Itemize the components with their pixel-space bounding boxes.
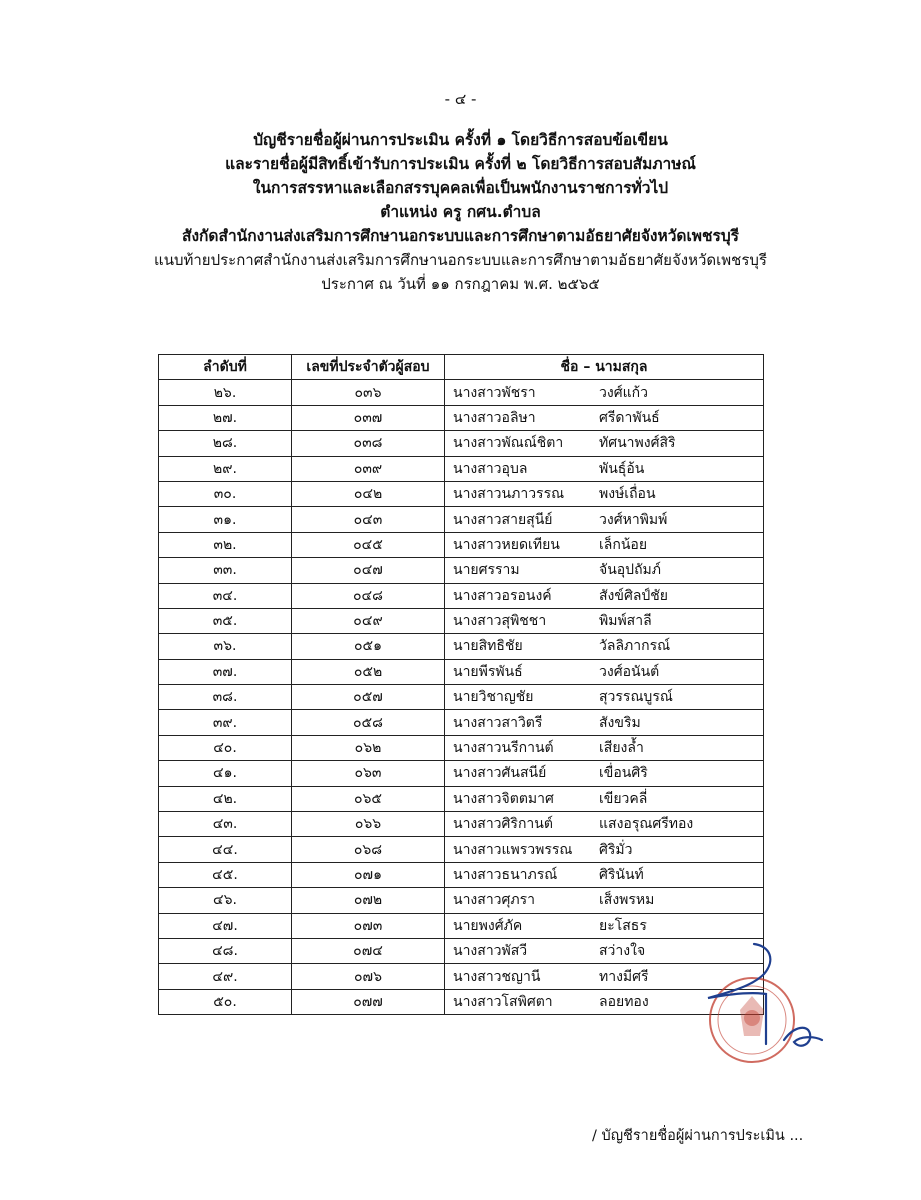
row-last-name: ทัศนาพงศ์สิริ <box>599 435 676 452</box>
header-exam-id: เลขที่ประจำตัวผู้สอบ <box>292 355 445 380</box>
row-last-name: สังขริม <box>599 714 641 731</box>
row-exam-id: ๐๔๕ <box>292 532 445 557</box>
row-exam-id: ๐๔๗ <box>292 558 445 583</box>
table-header-row <box>159 355 764 380</box>
document-header <box>0 128 921 296</box>
row-exam-id: ๐๓๗ <box>292 405 445 430</box>
row-order: ๓๒. <box>159 532 292 557</box>
row-first-name: นางสาวหยดเทียน <box>453 536 560 553</box>
row-exam-id: ๐๔๒ <box>292 481 445 506</box>
row-exam-id: ๐๓๖ <box>292 380 445 405</box>
continuation-note: / บัญชีรายชื่อผู้ผ่านการประเมิน ... <box>592 1128 804 1144</box>
row-exam-id: ๐๖๕ <box>292 786 445 811</box>
row-last-name: เขื่อนศิริ <box>599 765 648 782</box>
header-order: ลำดับที่ <box>159 355 292 380</box>
row-first-name: นางสาวพัชรา <box>453 384 536 401</box>
row-last-name: สุวรรณบูรณ์ <box>599 689 673 706</box>
table-row <box>159 583 764 608</box>
row-exam-id: ๐๓๘ <box>292 431 445 456</box>
row-order: ๔๐. <box>159 735 292 760</box>
row-full-name <box>445 761 764 786</box>
row-full-name <box>445 405 764 430</box>
row-exam-id: ๐๕๒ <box>292 659 445 684</box>
row-first-name: นางสาวโสพิศตา <box>453 993 553 1010</box>
row-exam-id: ๐๕๗ <box>292 685 445 710</box>
row-first-name: นางสาวอรอนงค์ <box>453 587 552 604</box>
header-position-line: ตำแหน่ง ครู กศน.ตำบล <box>380 203 541 221</box>
table-row <box>159 608 764 633</box>
table-row <box>159 481 764 506</box>
row-exam-id: ๐๗๒ <box>292 888 445 913</box>
row-first-name: นางสาวธนาภรณ์ <box>453 867 558 883</box>
row-first-name: นายสิทธิชัย <box>453 638 523 655</box>
row-first-name: นางสาวนรีกานต์ <box>453 740 554 757</box>
row-order: ๒๙. <box>159 456 292 481</box>
row-full-name <box>445 558 764 583</box>
row-first-name: นายพงศ์ภัค <box>453 917 523 934</box>
row-order: ๒๘. <box>159 431 292 456</box>
row-last-name: ยะโสธร <box>599 917 647 934</box>
header-title-line-2: และรายชื่อผู้มีสิทธิ์เข้ารับการประเมิน ครั้งที่ ๒ โดยวิธีการสอบสัมภาษณ์ <box>225 155 696 173</box>
header-date-line: ประกาศ ณ วันที่ ๑๑ กรกฎาคม พ.ศ. ๒๕๖๕ <box>321 275 600 293</box>
row-exam-id: ๐๔๘ <box>292 583 445 608</box>
row-order: ๓๔. <box>159 583 292 608</box>
row-full-name <box>445 786 764 811</box>
row-order: ๔๑. <box>159 761 292 786</box>
row-full-name <box>445 862 764 887</box>
row-first-name: นางสาวสายสุนีย์ <box>453 511 553 528</box>
row-order: ๓๐. <box>159 481 292 506</box>
header-title-line-1: บัญชีรายชื่อผู้ผ่านการประเมิน ครั้งที่ ๑ โดยวิธีการสอบข้อเขียน <box>253 131 668 149</box>
row-order: ๓๑. <box>159 507 292 532</box>
table-row <box>159 862 764 887</box>
table-row <box>159 837 764 862</box>
table-row <box>159 735 764 760</box>
table-row <box>159 456 764 481</box>
header-annex-line: แนบท้ายประกาศสำนักงานส่งเสริมการศึกษานอกระบบและการศึกษาตามอัธยาศัยจังหวัดเพชรบุรี <box>154 251 767 269</box>
page-number: - ๔ - <box>444 90 477 108</box>
signature-icon <box>708 944 822 1046</box>
table-row <box>159 938 764 963</box>
row-last-name: ลอยทอง <box>599 993 649 1010</box>
row-full-name <box>445 507 764 532</box>
row-first-name: นายพีรพันธ์ <box>453 663 523 680</box>
row-exam-id: ๐๕๑ <box>292 634 445 659</box>
table-row <box>159 380 764 405</box>
row-last-name: พงษ์เถื่อน <box>599 486 656 503</box>
row-exam-id: ๐๔๙ <box>292 608 445 633</box>
row-exam-id: ๐๓๙ <box>292 456 445 481</box>
row-exam-id: ๐๖๖ <box>292 812 445 837</box>
row-first-name: นางสาวอลิษา <box>453 409 536 426</box>
row-full-name <box>445 837 764 862</box>
header-title-line-3: ในการสรรหาและเลือกสรรบุคคลเพื่อเป็นพนักงานราชการทั่วไป <box>252 179 669 197</box>
table-row <box>159 888 764 913</box>
row-first-name: นางสาวนภาวรรณ <box>453 486 565 503</box>
row-exam-id: ๐๗๑ <box>292 862 445 887</box>
table-row <box>159 685 764 710</box>
row-first-name: นางสาวพัณณ์ชิตา <box>453 435 564 452</box>
row-full-name <box>445 532 764 557</box>
row-order: ๕๐. <box>159 989 292 1014</box>
row-order: ๓๗. <box>159 659 292 684</box>
table-row <box>159 532 764 557</box>
row-first-name: นางสาวพัสวี <box>453 943 528 960</box>
row-order: ๔๒. <box>159 786 292 811</box>
table-body <box>159 380 764 1015</box>
row-last-name: ศิรินันท์ <box>599 867 644 883</box>
row-order: ๔๘. <box>159 938 292 963</box>
row-order: ๔๗. <box>159 913 292 938</box>
row-exam-id: ๐๔๓ <box>292 507 445 532</box>
row-first-name: นางสาวแพรวพรรณ <box>453 841 573 858</box>
row-full-name <box>445 735 764 760</box>
table-row <box>159 659 764 684</box>
row-order: ๒๖. <box>159 380 292 405</box>
row-full-name <box>445 634 764 659</box>
table-row <box>159 405 764 430</box>
row-full-name <box>445 913 764 938</box>
row-full-name <box>445 659 764 684</box>
row-first-name: นางสาวสาวิตรี <box>453 714 543 731</box>
table-row <box>159 507 764 532</box>
row-last-name: แสงอรุณศรีทอง <box>599 816 694 833</box>
row-last-name: พันธุ์อ้น <box>599 460 645 477</box>
row-exam-id: ๐๕๘ <box>292 710 445 735</box>
row-first-name: นางสาวชญานี <box>453 968 541 985</box>
row-exam-id: ๐๗๗ <box>292 989 445 1014</box>
row-first-name: นางสาวศันสนีย์ <box>453 765 547 782</box>
row-exam-id: ๐๗๖ <box>292 964 445 989</box>
table-row <box>159 989 764 1014</box>
row-first-name: นายวิชาญชัย <box>453 689 534 706</box>
row-first-name: นางสาวสุพิชชา <box>453 613 547 630</box>
row-order: ๓๘. <box>159 685 292 710</box>
table-row <box>159 913 764 938</box>
row-last-name: วงศ์หาพิมพ์ <box>599 511 668 528</box>
row-exam-id: ๐๗๔ <box>292 938 445 963</box>
candidate-table <box>158 354 764 1015</box>
seal-icon <box>710 978 794 1062</box>
row-order: ๔๙. <box>159 964 292 989</box>
table-row <box>159 558 764 583</box>
row-full-name <box>445 812 764 837</box>
row-last-name: สว่างใจ <box>599 943 646 960</box>
row-full-name <box>445 685 764 710</box>
row-last-name: ทางมีศรี <box>599 968 649 985</box>
row-last-name: เส็งพรหม <box>599 892 655 909</box>
row-last-name: จันอุปถัมภ์ <box>599 562 662 579</box>
table-row <box>159 786 764 811</box>
row-order: ๔๓. <box>159 812 292 837</box>
row-full-name <box>445 431 764 456</box>
table-row <box>159 761 764 786</box>
table-row <box>159 634 764 659</box>
row-order: ๔๕. <box>159 862 292 887</box>
header-agency-line: สังกัดสำนักงานส่งเสริมการศึกษานอกระบบและการศึกษาตามอัธยาศัยจังหวัดเพชรบุรี <box>182 227 739 245</box>
table-row <box>159 964 764 989</box>
row-last-name: เล็กน้อย <box>599 536 648 553</box>
row-order: ๔๖. <box>159 888 292 913</box>
table-row <box>159 710 764 735</box>
row-exam-id: ๐๗๓ <box>292 913 445 938</box>
row-order: ๓๙. <box>159 710 292 735</box>
row-full-name <box>445 583 764 608</box>
header-full-name: ชื่อ – นามสกุล <box>445 355 764 380</box>
row-first-name: นายศรราม <box>453 562 520 579</box>
table-row <box>159 812 764 837</box>
row-first-name: นางสาวศิริกานต์ <box>453 816 553 833</box>
row-last-name: วัลลิภากรณ์ <box>599 638 671 655</box>
row-first-name: นางสาวจิตตมาศ <box>453 790 554 807</box>
row-first-name: นางสาวศุภรา <box>453 892 536 909</box>
row-last-name: ศิริมั่ว <box>599 841 633 858</box>
row-full-name <box>445 481 764 506</box>
row-last-name: พิมพ์สาลี <box>599 613 652 630</box>
row-full-name <box>445 608 764 633</box>
row-order: ๔๔. <box>159 837 292 862</box>
row-last-name: วงศ์อนันต์ <box>599 663 660 680</box>
row-last-name: ศรีดาพันธ์ <box>599 409 660 426</box>
row-full-name <box>445 380 764 405</box>
row-order: ๓๕. <box>159 608 292 633</box>
table-row <box>159 431 764 456</box>
row-order: ๒๗. <box>159 405 292 430</box>
row-last-name: เสียงล้ำ <box>599 740 644 757</box>
row-full-name <box>445 456 764 481</box>
row-exam-id: ๐๖๘ <box>292 837 445 862</box>
row-order: ๓๓. <box>159 558 292 583</box>
row-full-name <box>445 888 764 913</box>
row-order: ๓๖. <box>159 634 292 659</box>
row-last-name: วงศ์แก้ว <box>599 384 648 401</box>
official-seal-and-signature <box>690 940 830 1080</box>
row-first-name: นางสาวอุบล <box>453 460 528 477</box>
row-last-name: เขียวคลี่ <box>599 790 648 807</box>
row-exam-id: ๐๖๒ <box>292 735 445 760</box>
row-last-name: สังข์ศิลป์ชัย <box>599 587 669 604</box>
row-exam-id: ๐๖๓ <box>292 761 445 786</box>
row-full-name <box>445 710 764 735</box>
